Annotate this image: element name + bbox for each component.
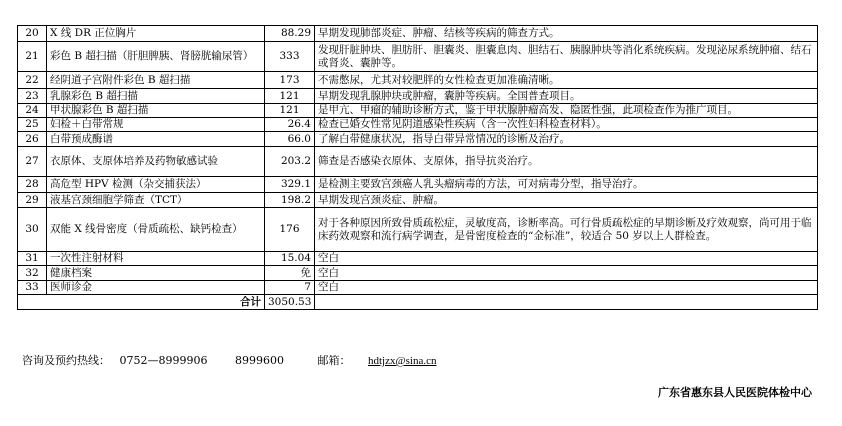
item-name: 医师诊金 [47, 281, 265, 295]
total-value: 3050.53 [265, 295, 315, 310]
item-number: 29 [18, 193, 47, 208]
item-number: 20 [18, 26, 47, 42]
item-name: 妇检＋白带常规 [47, 118, 265, 132]
item-name: 高危型 HPV 检测（杂交捕获法） [47, 177, 265, 193]
table-row [18, 89, 818, 104]
item-price: 121 [265, 104, 315, 118]
item-price: 7 [265, 281, 315, 295]
item-name: 彩色 B 超扫描（肝胆脾胰、肾膀胱输尿管） [47, 42, 265, 72]
table-row [18, 208, 818, 252]
table-row [18, 177, 818, 193]
item-number: 22 [18, 72, 47, 89]
item-name: 双能 X 线骨密度（骨质疏松、缺钙检查） [47, 208, 265, 252]
contact-line [22, 352, 436, 368]
item-description: 早期发现乳腺肿块或肿瘤，囊肿等疾病。全国普查项目。 [315, 89, 818, 104]
table-row [18, 104, 818, 118]
item-name: 白带预成酶谱 [47, 132, 265, 147]
table-row [18, 118, 818, 132]
item-number: 33 [18, 281, 47, 295]
table-row [18, 281, 818, 295]
total-empty-cell [315, 295, 818, 310]
item-price: 198.2 [265, 193, 315, 208]
item-description: 了解白带健康状况，指导白带异常情况的诊断及治疗。 [315, 132, 818, 147]
table-row [18, 252, 818, 266]
total-row [18, 295, 818, 310]
item-number: 27 [18, 147, 47, 177]
item-number: 28 [18, 177, 47, 193]
table-row [18, 26, 818, 42]
total-label: 合计 [18, 295, 265, 310]
item-description: 筛查是否感染衣原体、支原体，指导抗炎治疗。 [315, 147, 818, 177]
item-description: 早期发现宫颈炎症、肿瘤。 [315, 193, 818, 208]
item-number: 21 [18, 42, 47, 72]
hotline-phone-1: 0752—8999906 [119, 354, 208, 367]
item-number: 25 [18, 118, 47, 132]
item-description: 检查已婚女性常见阴道感染性疾病（含一次性妇科检查材料）。 [315, 118, 818, 132]
item-description: 空白 [315, 266, 818, 281]
table-row [18, 132, 818, 147]
item-price: 173 [265, 72, 315, 89]
exam-items-table [17, 25, 818, 310]
item-name: 乳腺彩色 B 超扫描 [47, 89, 265, 104]
item-price: 15.04 [265, 252, 315, 266]
item-name: X 线 DR 正位胸片 [47, 26, 265, 42]
item-description: 空白 [315, 281, 818, 295]
item-description: 对于各种原因所致骨质疏松症，灵敏度高，诊断率高。可行骨质疏松症的早期诊断及疗效观察，尚可用于临床药效观察和流行病学调查，是骨密度检查的“金标准”，较适合 50 岁以上人群检查。 [315, 208, 818, 252]
item-price: 免 [265, 266, 315, 281]
item-price: 329.1 [265, 177, 315, 193]
item-price: 121 [265, 89, 315, 104]
table-row [18, 193, 818, 208]
table-row [18, 72, 818, 89]
item-price: 203.2 [265, 147, 315, 177]
item-number: 30 [18, 208, 47, 252]
item-number: 24 [18, 104, 47, 118]
item-name: 一次性注射材料 [47, 252, 265, 266]
email-link[interactable]: hdtjzx@sina.cn [367, 355, 437, 367]
table-row [18, 266, 818, 281]
item-name: 健康档案 [47, 266, 265, 281]
item-price: 333 [265, 42, 315, 72]
item-description: 发现肝脏肿块、胆肪肝、胆囊炎、胆囊息肉、胆结石、胰腺肿块等消化系统疾病。发现泌尿系统肿瘤、结石或肾炎、囊肿等。 [315, 42, 818, 72]
hotline-label: 咨询及预约热线： [22, 354, 110, 367]
item-description: 早期发现肺部炎症、肿瘤、结核等疾病的筛查方式。 [315, 26, 818, 42]
item-name: 衣原体、支原体培养及药物敏感试验 [47, 147, 265, 177]
item-number: 23 [18, 89, 47, 104]
item-price: 88.29 [265, 26, 315, 42]
item-description: 不需憋尿，尤其对较肥胖的女性检查更加准确清晰。 [315, 72, 818, 89]
item-description: 空白 [315, 252, 818, 266]
item-description: 是甲亢、甲瘤的辅助诊断方式，鉴于甲状腺肿瘤高发、隐匿性强，此项检查作为推广项目。 [315, 104, 818, 118]
item-price: 66.0 [265, 132, 315, 147]
item-number: 32 [18, 266, 47, 281]
item-name: 甲状腺彩色 B 超扫描 [47, 104, 265, 118]
item-number: 26 [18, 132, 47, 147]
item-price: 176 [265, 208, 315, 252]
organization-name: 广东省惠东县人民医院体检中心 [658, 386, 812, 399]
table-row [18, 147, 818, 177]
item-name: 液基宫颈细胞学筛查（TCT） [47, 193, 265, 208]
item-number: 31 [18, 252, 47, 266]
email-label: 邮箱： [317, 354, 351, 367]
item-price: 26.4 [265, 118, 315, 132]
table-row [18, 42, 818, 72]
hotline-phone-2: 8999600 [234, 354, 284, 367]
item-name: 经阴道子宫附件彩色 B 超扫描 [47, 72, 265, 89]
item-description: 是检测主要致宫颈癌人乳头瘤病毒的方法，可对病毒分型，指导治疗。 [315, 177, 818, 193]
